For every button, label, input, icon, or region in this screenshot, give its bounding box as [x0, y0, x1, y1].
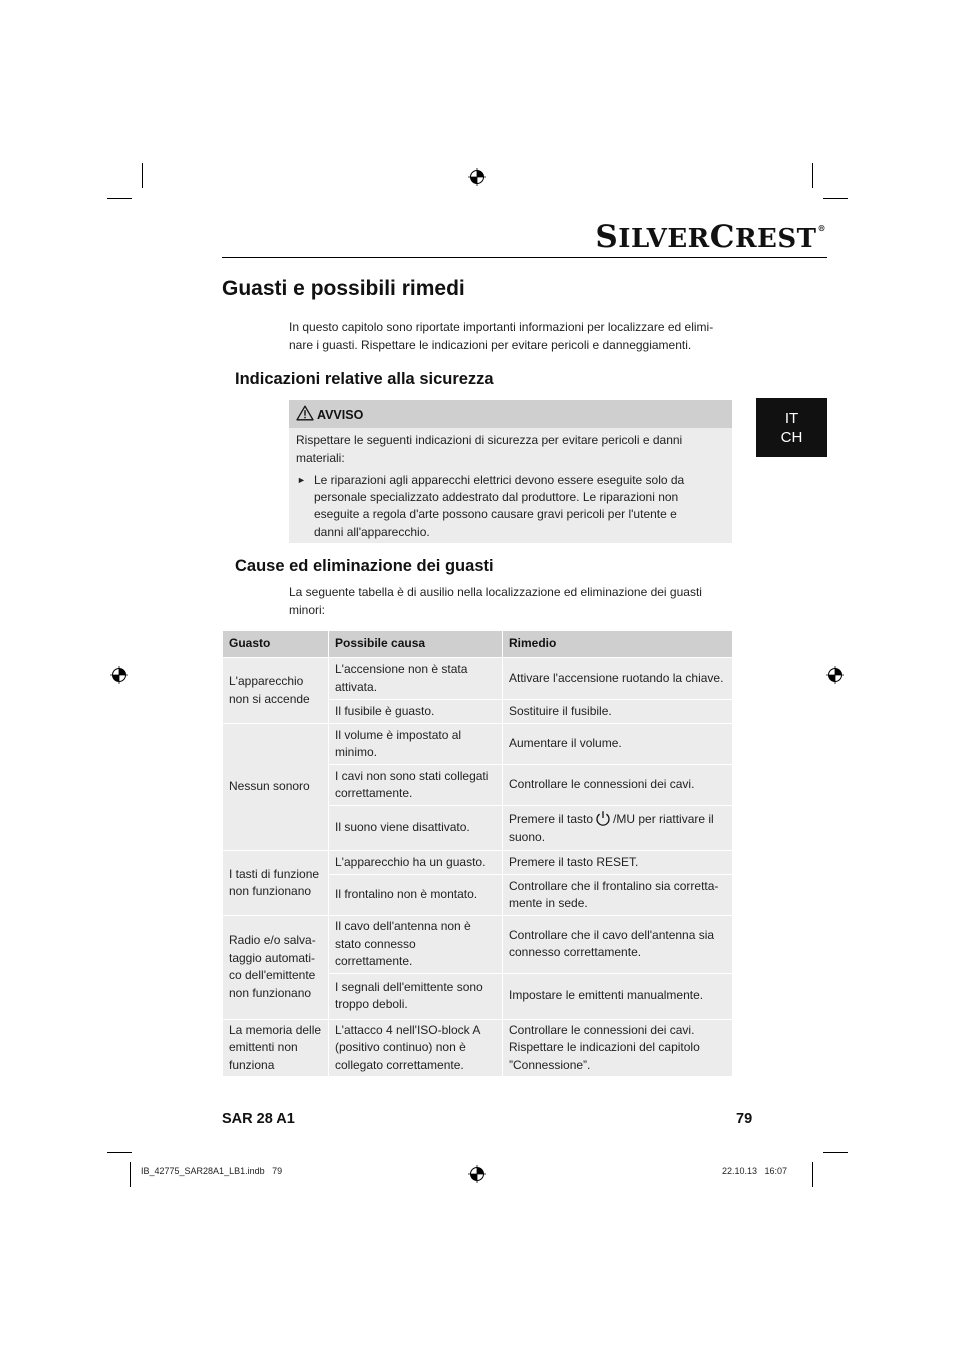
header-remedy: Rimedio	[503, 631, 733, 658]
cause-cell: L'attacco 4 nell'ISO-block A (positivo continuo) non è collegato correttamente.	[329, 1019, 503, 1077]
cause-cell: L'apparecchio ha un guasto.	[329, 851, 503, 875]
fault-cell: Radio e/o salva-taggio automati-co dell'emittente non funzionano	[223, 916, 329, 1020]
crop-mark	[130, 1162, 131, 1187]
fault-cell: La memoria delle emittenti non funziona	[223, 1019, 329, 1077]
table-row	[223, 1019, 733, 1077]
page-number: 79	[736, 1111, 753, 1127]
crop-mark	[823, 1152, 848, 1153]
footer-model: SAR 28 A1	[222, 1111, 295, 1127]
crop-mark	[107, 198, 132, 199]
remedy-cell: Impostare le emittenti manualmente.	[503, 973, 733, 1019]
print-slug-file: IB_42775_SAR28A1_LB1.indb 79	[141, 1166, 283, 1176]
header-fault: Guasto	[223, 631, 329, 658]
registration-mark-icon	[468, 168, 486, 186]
remedy-cell: Controllare che il cavo dell'antenna sia connesso correttamente.	[503, 916, 733, 974]
cause-cell: I segnali dell'emittente sono troppo deboli.	[329, 973, 503, 1019]
table-row	[223, 724, 733, 765]
fault-cell: I tasti di funzione non funzionano	[223, 851, 329, 916]
warning-bullet-line: eseguite a regola d'arte possono causare gravi pericoli per l'utente e	[314, 507, 677, 521]
crop-mark	[823, 198, 848, 199]
causes-heading: Cause ed eliminazione dei guasti	[235, 557, 494, 575]
cause-cell: I cavi non sono stati collegati correttamente.	[329, 765, 503, 806]
warning-bullet-line: Le riparazioni agli apparecchi elettrici devono essere eseguite solo da	[314, 473, 685, 487]
cause-cell: Il fusibile è guasto.	[329, 700, 503, 724]
header-cause: Possibile causa	[329, 631, 503, 658]
warning-box	[289, 400, 732, 543]
cause-cell: Il cavo dell'antenna non è stato connesso correttamente.	[329, 916, 503, 974]
causes-intro: La seguente tabella è di ausilio nella localizzazione ed eliminazione dei guasti	[289, 585, 702, 599]
fault-cell: Nessun sonoro	[223, 724, 329, 851]
language-tab	[756, 398, 827, 457]
cause-cell: L'accensione non è stata attivata.	[329, 658, 503, 700]
table-row	[223, 851, 733, 875]
safety-heading: Indicazioni relative alla sicurezza	[235, 370, 494, 388]
remedy-cell: Sostituire il fusibile.	[503, 700, 733, 724]
remedy-cell: Controllare le connessioni dei cavi.	[503, 765, 733, 806]
remedy-text: /MU per riattivare il suono.	[509, 812, 714, 844]
warning-text: Rispettare le seguenti indicazioni di sicurezza per evitare pericoli e danni	[296, 433, 683, 447]
fault-cell: L'apparecchio non si accende	[223, 658, 329, 724]
remedy-cell	[503, 806, 733, 851]
remedy-cell: Attivare l'accensione ruotando la chiave.	[503, 658, 733, 700]
remedy-cell: Controllare le connessioni dei cavi. Rispettare le indicazioni del capitolo ”Connessione”.	[503, 1019, 733, 1077]
cause-cell: Il volume è impostato al minimo.	[329, 724, 503, 765]
bullet-arrow-icon: ►	[297, 475, 306, 485]
header-rule	[222, 257, 827, 258]
cause-cell: Il suono viene disattivato.	[329, 806, 503, 851]
table-row	[223, 916, 733, 974]
remedy-cell: Premere il tasto RESET.	[503, 851, 733, 875]
registration-mark-icon	[468, 1165, 486, 1183]
causes-intro: minori:	[289, 603, 326, 617]
troubleshooting-table	[222, 630, 733, 1077]
warning-bullet-line: personale specializzato addestrato dal produttore. Le riparazioni non	[314, 490, 679, 504]
warning-triangle-icon	[296, 405, 314, 421]
crop-mark	[812, 163, 813, 188]
registration-mark-icon	[110, 666, 128, 684]
warning-header	[289, 400, 732, 428]
warning-label: AVVISO	[317, 408, 364, 422]
table-row	[223, 658, 733, 700]
crop-mark	[142, 163, 143, 188]
crop-mark	[812, 1162, 813, 1187]
warning-text: materiali:	[296, 451, 345, 465]
language-tab-line: IT	[784, 410, 799, 427]
table-header-row	[223, 631, 733, 658]
brand-logo: SILVERCREST®	[595, 219, 826, 255]
crop-mark	[107, 1152, 132, 1153]
cause-cell: Il frontalino non è montato.	[329, 875, 503, 916]
remedy-cell: Controllare che il frontalino sia corretta-mente in sede.	[503, 875, 733, 916]
language-tab-line: CH	[780, 429, 803, 446]
power-button-icon	[595, 810, 611, 826]
remedy-text: Premere il tasto	[509, 812, 594, 826]
intro-line: In questo capitolo sono riportate importanti informazioni per localizzare ed elimi-	[289, 320, 714, 334]
registration-mark-icon	[826, 666, 844, 684]
print-slug-date: 22.10.13 16:07	[722, 1166, 788, 1176]
remedy-cell: Aumentare il volume.	[503, 724, 733, 765]
warning-bullet-line: danni all'apparecchio.	[314, 525, 430, 539]
intro-line: nare i guasti. Rispettare le indicazioni per evitare pericoli e danneggiamenti.	[289, 338, 692, 352]
page-title: Guasti e possibili rimedi	[222, 277, 465, 300]
